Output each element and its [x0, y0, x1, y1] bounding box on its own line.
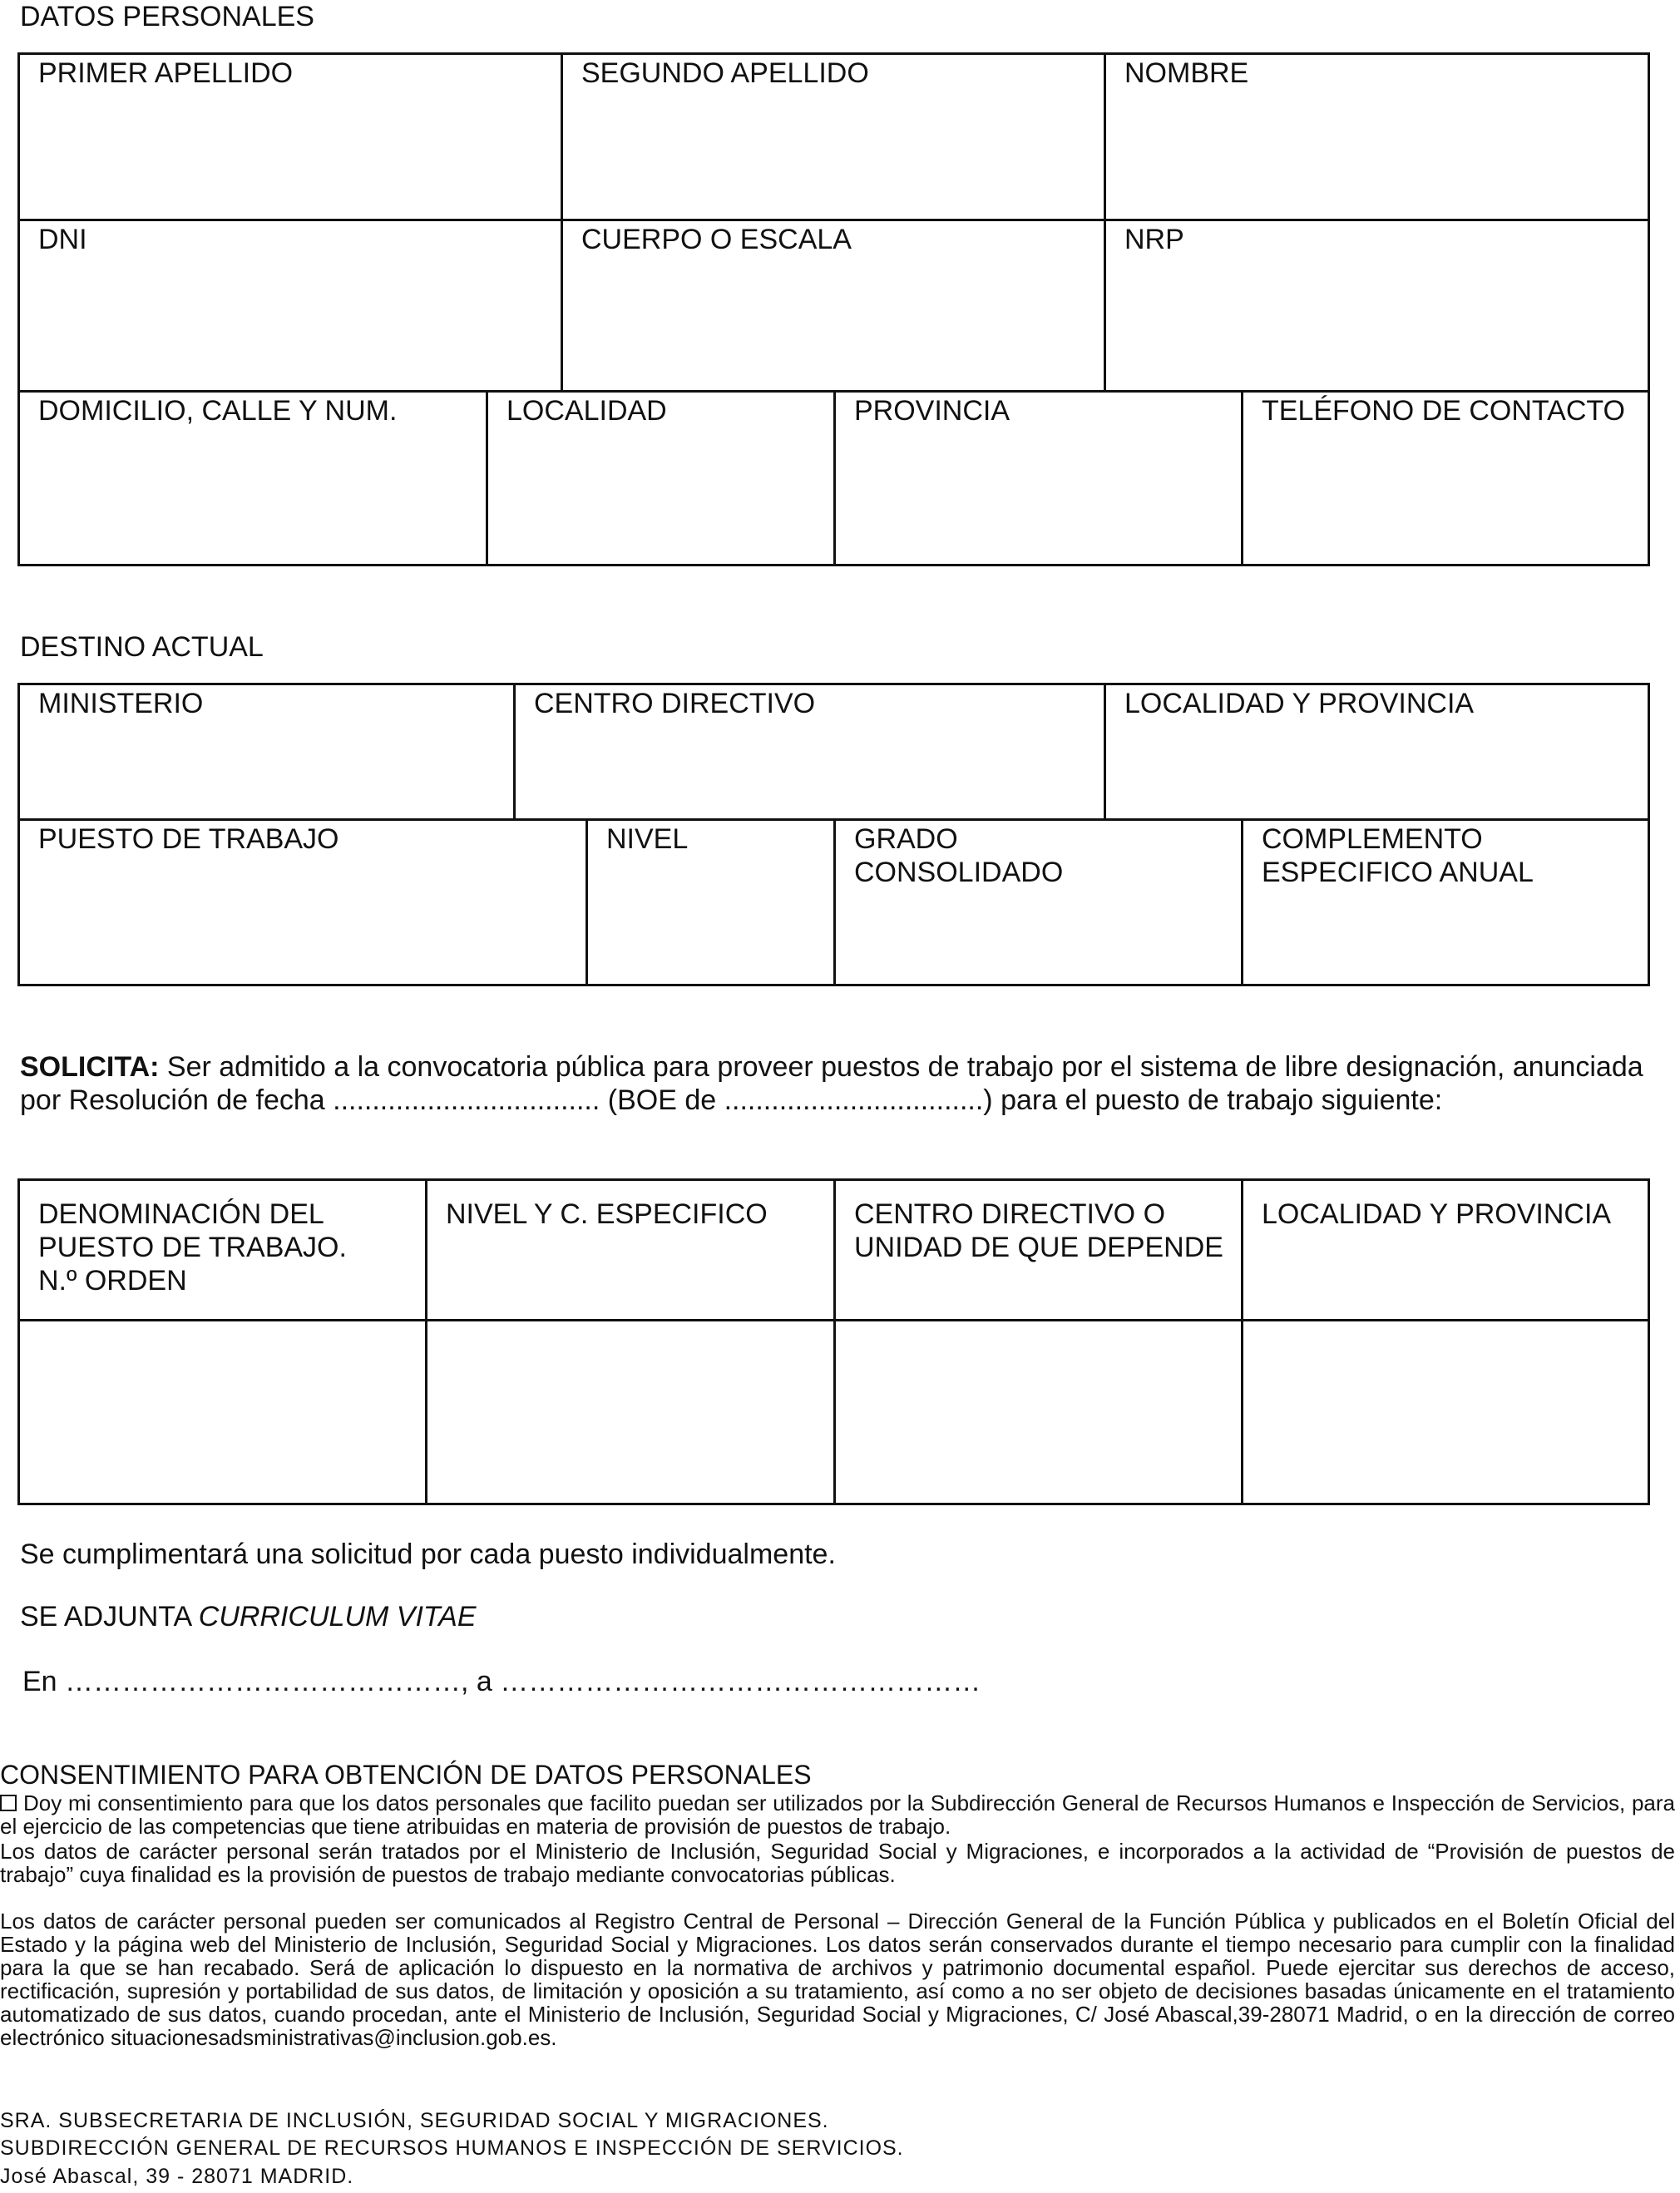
consentimiento-heading: CONSENTIMIENTO PARA OBTENCIÓN DE DATOS PERSONALES [0, 1760, 812, 1790]
consentimiento-para1: Los datos de carácter personal serán tratados por el Ministerio de Inclusión, Seguridad Social y Migraciones, e incorporados a la actividad de “Provisión de puestos de trabajo” cuya finalidad es la provisión de puestos de trabajo mediante convocatorias públicas. [0, 1839, 1675, 1887]
field-grado-consolidado[interactable] [836, 821, 1243, 984]
address-line-3: José Abascal, 39 - 28071 MADRID. [0, 2165, 354, 2188]
adjunta-prefix: SE ADJUNTA [20, 1601, 199, 1632]
column-header: NIVEL Y C. ESPECIFICO [446, 1198, 768, 1230]
column-header: LOCALIDAD Y PROVINCIA [1262, 1198, 1612, 1230]
field-centro-directivo[interactable] [516, 685, 1106, 821]
puesto-solicitado-table [17, 1178, 1650, 1505]
adjunta-italic: CURRICULUM VITAE [198, 1601, 477, 1632]
field-label: MINISTERIO [38, 688, 204, 719]
solicita-paragraph [20, 1050, 1675, 1117]
field-label: LOCALIDAD [506, 395, 667, 427]
individual-note: Se cumplimentará una solicitud por cada puesto individualmente. [20, 1539, 836, 1570]
col-localidad-provincia [1243, 1181, 1648, 1321]
field-label: CUERPO O ESCALA [581, 224, 852, 255]
field-puesto-trabajo[interactable] [20, 821, 588, 984]
datos-personales-heading: DATOS PERSONALES [20, 1, 314, 32]
col-centro-directivo [836, 1181, 1243, 1321]
datos-personales-table [17, 52, 1650, 566]
field-label: PROVINCIA [854, 395, 1010, 427]
field-label: CENTRO DIRECTIVO [534, 688, 816, 719]
field-nrp[interactable] [1106, 221, 1648, 393]
address-line-1: SRA. SUBSECRETARIA DE INCLUSIÓN, SEGURIDAD SOCIAL Y MIGRACIONES. [0, 2109, 829, 2132]
field-label: DOMICILIO, CALLE Y NUM. [38, 395, 398, 427]
input-centro-directivo[interactable] [836, 1321, 1243, 1503]
address-line-2: SUBDIRECCIÓN GENERAL DE RECURSOS HUMANOS E INSPECCIÓN DE SERVICIOS. [0, 2136, 904, 2160]
field-domicilio[interactable] [20, 393, 488, 564]
field-label: SEGUNDO APELLIDO [581, 57, 869, 89]
field-label: COMPLEMENTO ESPECIFICO ANUAL [1262, 823, 1534, 888]
signature-line[interactable]: En ……………………………………, a …………………………………………… [22, 1666, 981, 1697]
field-telefono[interactable] [1243, 393, 1648, 564]
field-label: TELÉFONO DE CONTACTO [1262, 395, 1626, 427]
input-nivel-especifico[interactable] [427, 1321, 836, 1503]
destino-actual-heading: DESTINO ACTUAL [20, 631, 264, 663]
destino-actual-table [17, 683, 1650, 986]
field-complemento-especifico[interactable] [1243, 821, 1648, 984]
field-label: PUESTO DE TRABAJO [38, 823, 339, 855]
input-localidad-provincia[interactable] [1243, 1321, 1648, 1503]
field-provincia[interactable] [836, 393, 1243, 564]
field-cuerpo-escala[interactable] [563, 221, 1106, 393]
consentimiento-checkbox-row [0, 1791, 1675, 1838]
field-label: NRP [1124, 224, 1184, 255]
field-primer-apellido[interactable] [20, 55, 563, 221]
column-header: DENOMINACIÓN DEL PUESTO DE TRABAJO. N.º ORDEN [38, 1198, 347, 1297]
consent-checkbox[interactable] [0, 1795, 17, 1811]
input-denominacion[interactable] [20, 1321, 427, 1503]
field-label: GRADO CONSOLIDADO [854, 823, 1064, 888]
field-dni[interactable] [20, 221, 563, 393]
field-label: LOCALIDAD Y PROVINCIA [1124, 688, 1475, 719]
column-header: CENTRO DIRECTIVO O UNIDAD DE QUE DEPENDE [854, 1198, 1223, 1263]
checkbox-text: Doy mi consentimiento para que los datos personales que facilito puedan ser utilizados por la Subdirección General de Recursos Humanos e Inspección de Servicios, para el ejercicio de las competencias que tiene atribuidas en materia de provisión de puestos de trabajo. [0, 1790, 1675, 1839]
consentimiento-para2: Los datos de carácter personal pueden ser comunicados al Registro Central de Personal – Dirección General de la Función Pública y publicados en el Boletín Oficial del Estado y la página web del Ministerio de Inclusión, Seguridad Social y Migraciones. Los datos serán conservados durante el tiempo necesario para cumplir con la finalidad para la que se han recabado. Será de aplicación lo dispuesto en la normativa de archivos y patrimonio documental español. Puede ejercitar sus derechos de acceso, rectificación, supresión y portabilidad de sus datos, de limitación y oposición a su tratamiento, así como a no ser objeto de decisiones basadas únicamente en el tratamiento automatizado de sus datos, cuando procedan, ante el Ministerio de Inclusión, Seguridad Social y Migraciones, C/ José Abascal,39-28071 Madrid, o en la dirección de correo electrónico situacionesadsministrativas@inclusion.gob.es. [0, 1909, 1675, 2050]
field-localidad[interactable] [488, 393, 836, 564]
field-nombre[interactable] [1106, 55, 1648, 221]
solicita-label: SOLICITA: [20, 1051, 160, 1083]
field-ministerio[interactable] [20, 685, 516, 821]
field-label: NIVEL [606, 823, 689, 855]
solicita-text: Ser admitido a la convocatoria pública para proveer puestos de trabajo por el sistema de libre designación, anunciada por Resolución de fecha .................................. (BOE de .................................) para el puesto de trabajo siguiente: [20, 1051, 1643, 1116]
adjunta-cv [20, 1600, 477, 1633]
field-label: NOMBRE [1124, 57, 1249, 89]
field-label: DNI [38, 224, 87, 255]
field-label: PRIMER APELLIDO [38, 57, 294, 89]
col-denominacion [20, 1181, 427, 1321]
field-localidad-provincia[interactable] [1106, 685, 1648, 821]
col-nivel-especifico [427, 1181, 836, 1321]
field-segundo-apellido[interactable] [563, 55, 1106, 221]
field-nivel[interactable] [588, 821, 836, 984]
